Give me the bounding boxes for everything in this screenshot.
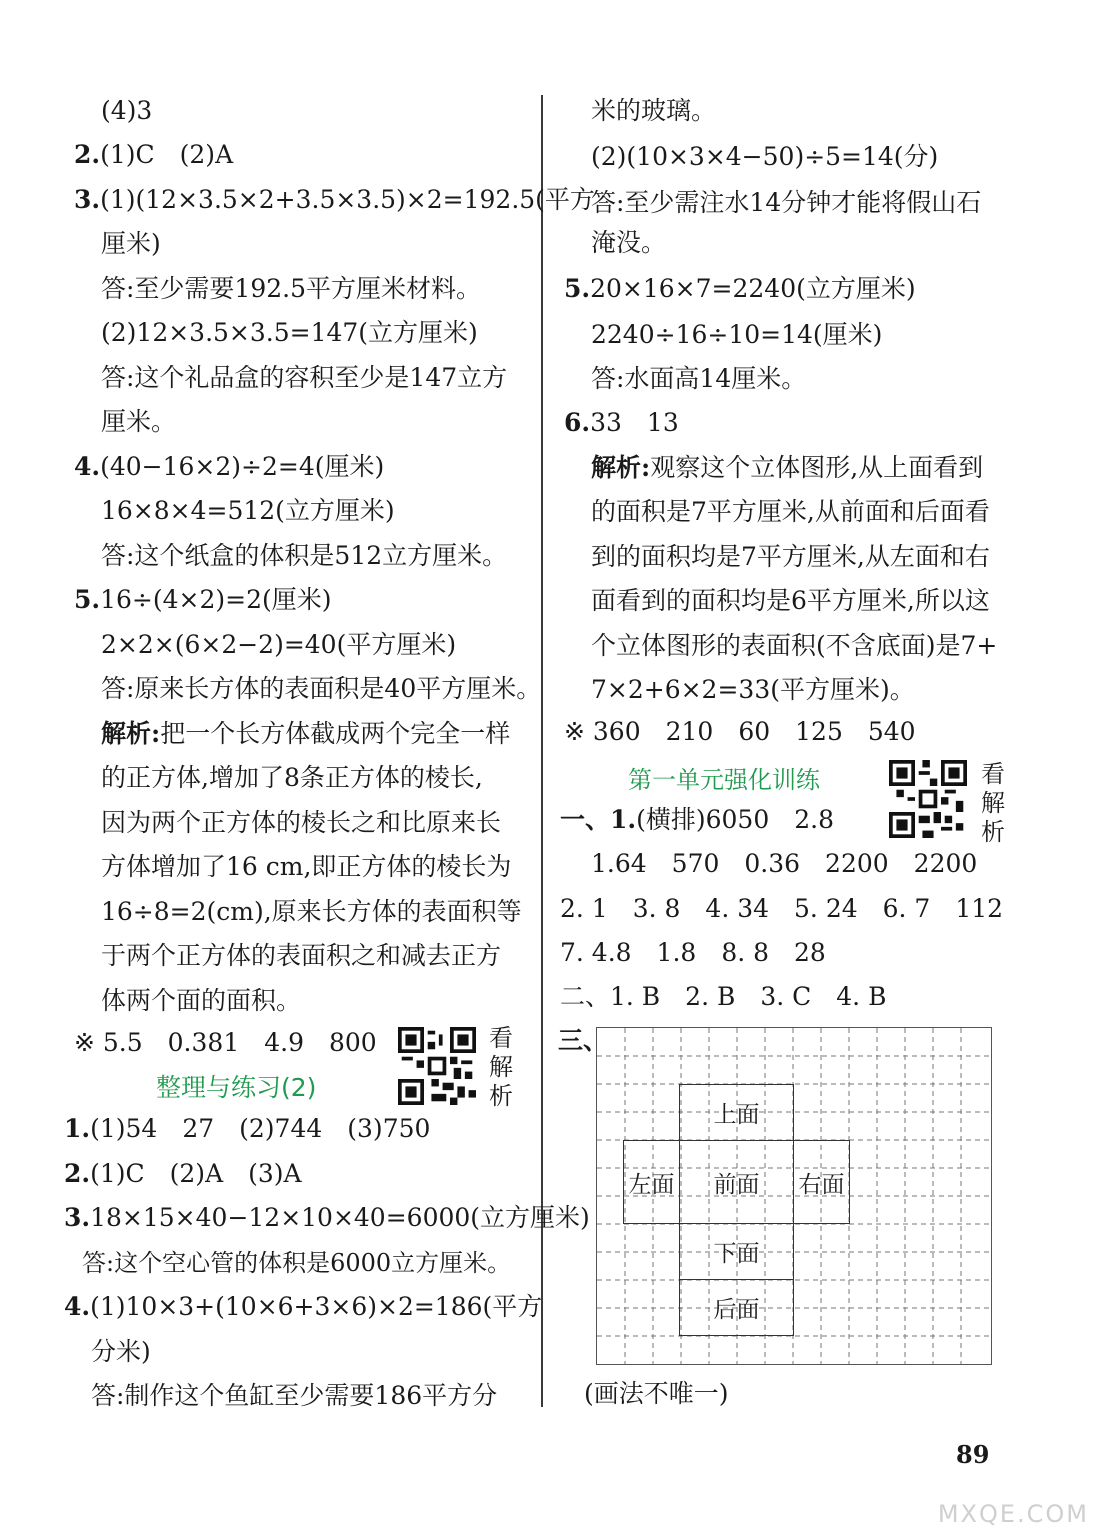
answer-line: 答:水面高14厘米。 <box>591 364 807 393</box>
answer-line: 1.(1)54 27 (2)744 (3)750 <box>64 1114 431 1143</box>
answer-line: 淹没。 <box>591 228 667 257</box>
bonus-answers: ※ 5.5 0.381 4.9 800 <box>74 1028 377 1057</box>
analysis-line: 因为两个正方体的棱长之和比原来长 <box>101 808 502 837</box>
answer-line: 5.20×16×7=2240(立方厘米) <box>564 274 916 303</box>
answer-line: 分米) <box>91 1337 151 1366</box>
analysis-line: 的面积是7平方厘米,从前面和后面看 <box>591 497 990 526</box>
answer-line: (4)3 <box>101 96 153 125</box>
answer-line: 2240÷16÷10=14(厘米) <box>591 320 883 349</box>
net-face-back: 后面 <box>679 1279 794 1336</box>
answer-line: 三、 <box>558 1026 609 1055</box>
analysis-line: 7×2+6×2=33(平方厘米)。 <box>591 675 915 704</box>
analysis-line: 16÷8=2(cm),原来长方体的表面积等 <box>101 897 522 926</box>
answer-line: 5.16÷(4×2)=2(厘米) <box>74 585 332 614</box>
answer-line: 2×2×(6×2−2)=40(平方厘米) <box>101 630 457 659</box>
drawing-note: (画法不唯一) <box>584 1379 729 1408</box>
answer-line: 3.(1)(12×3.5×2+3.5×3.5)×2=192.5(平方 <box>74 185 595 214</box>
qr-label: 看解析 <box>981 760 1005 846</box>
page-number: 89 <box>956 1440 990 1469</box>
answer-line: 2.(1)C (2)A <box>74 140 234 169</box>
analysis-line: 到的面积均是7平方厘米,从左面和右 <box>591 542 990 571</box>
analysis-line: 面看到的面积均是6平方厘米,所以这 <box>591 586 990 615</box>
watermark: MXQE.COM <box>937 1500 1089 1528</box>
answer-line: 4.(40−16×2)÷2=4(厘米) <box>74 452 385 481</box>
answer-line: 6.33 13 <box>564 408 679 437</box>
answer-line: 一、1.(横排)6050 2.8 <box>560 805 834 834</box>
analysis-line: 的正方体,增加了8条正方体的棱长, <box>101 763 483 792</box>
answer-line: 2.(1)C (2)A (3)A <box>64 1159 302 1188</box>
answer-line: 厘米) <box>101 229 161 258</box>
net-face-bottom: 下面 <box>679 1223 794 1280</box>
answer-line: 16×8×4=512(立方厘米) <box>101 496 395 525</box>
net-grid <box>596 1027 992 1365</box>
net-face-front: 前面 <box>679 1140 794 1224</box>
answer-line: 答:原来长方体的表面积是40平方厘米。 <box>101 674 542 703</box>
answer-line: 厘米。 <box>101 407 177 436</box>
answer-line: 答:这个礼品盒的容积至少是147立方 <box>101 363 508 392</box>
analysis-line: 解析:观察这个立体图形,从上面看到 <box>591 453 984 482</box>
answer-line: 7. 4.8 1.8 8. 8 28 <box>560 938 826 967</box>
answer-line: 4.(1)10×3+(10×6+3×6)×2=186(平方 <box>64 1292 543 1321</box>
answer-line: 米的玻璃。 <box>591 96 717 125</box>
answer-line: 答:这个纸盒的体积是512立方厘米。 <box>101 541 508 570</box>
analysis-line: 方体增加了16 cm,即正方体的棱长为 <box>101 852 512 881</box>
section-title: 第一单元强化训练 <box>628 766 820 794</box>
qr-label: 看解析 <box>489 1024 513 1110</box>
qr-code-icon[interactable] <box>889 760 967 838</box>
answer-line: (2)(10×3×4−50)÷5=14(分) <box>591 142 939 171</box>
net-face-left: 左面 <box>623 1140 680 1224</box>
answer-line: 2. 1 3. 8 4. 34 5. 24 6. 7 112 <box>560 894 1004 923</box>
analysis-line: 解析:把一个长方体截成两个完全一样 <box>101 719 511 748</box>
answer-line: 答:至少需要192.5平方厘米材料。 <box>101 274 481 303</box>
net-face-right: 右面 <box>793 1140 850 1224</box>
bonus-answers: ※ 360 210 60 125 540 <box>564 717 916 746</box>
analysis-line: 体两个面的面积。 <box>101 986 302 1015</box>
net-face-top: 上面 <box>679 1084 794 1141</box>
answer-line: 二、1. B 2. B 3. C 4. B <box>560 982 887 1011</box>
section-title: 整理与练习(2) <box>156 1073 317 1102</box>
answer-line: 3.18×15×40−12×10×40=6000(立方厘米) <box>64 1203 590 1232</box>
answer-line: 1.64 570 0.36 2200 2200 <box>591 849 978 878</box>
answer-line: 答:至少需注水14分钟才能将假山石 <box>591 188 982 217</box>
answer-line: (2)12×3.5×3.5=147(立方厘米) <box>101 318 478 347</box>
analysis-line: 于两个正方体的表面积之和减去正方 <box>101 941 502 970</box>
qr-code-icon[interactable] <box>398 1027 476 1105</box>
answer-line: 答:制作这个鱼缸至少需要186平方分 <box>91 1381 498 1410</box>
answer-line: 答:这个空心管的体积是6000立方厘米。 <box>82 1249 512 1277</box>
analysis-line: 个立体图形的表面积(不含底面)是7+ <box>591 631 998 660</box>
